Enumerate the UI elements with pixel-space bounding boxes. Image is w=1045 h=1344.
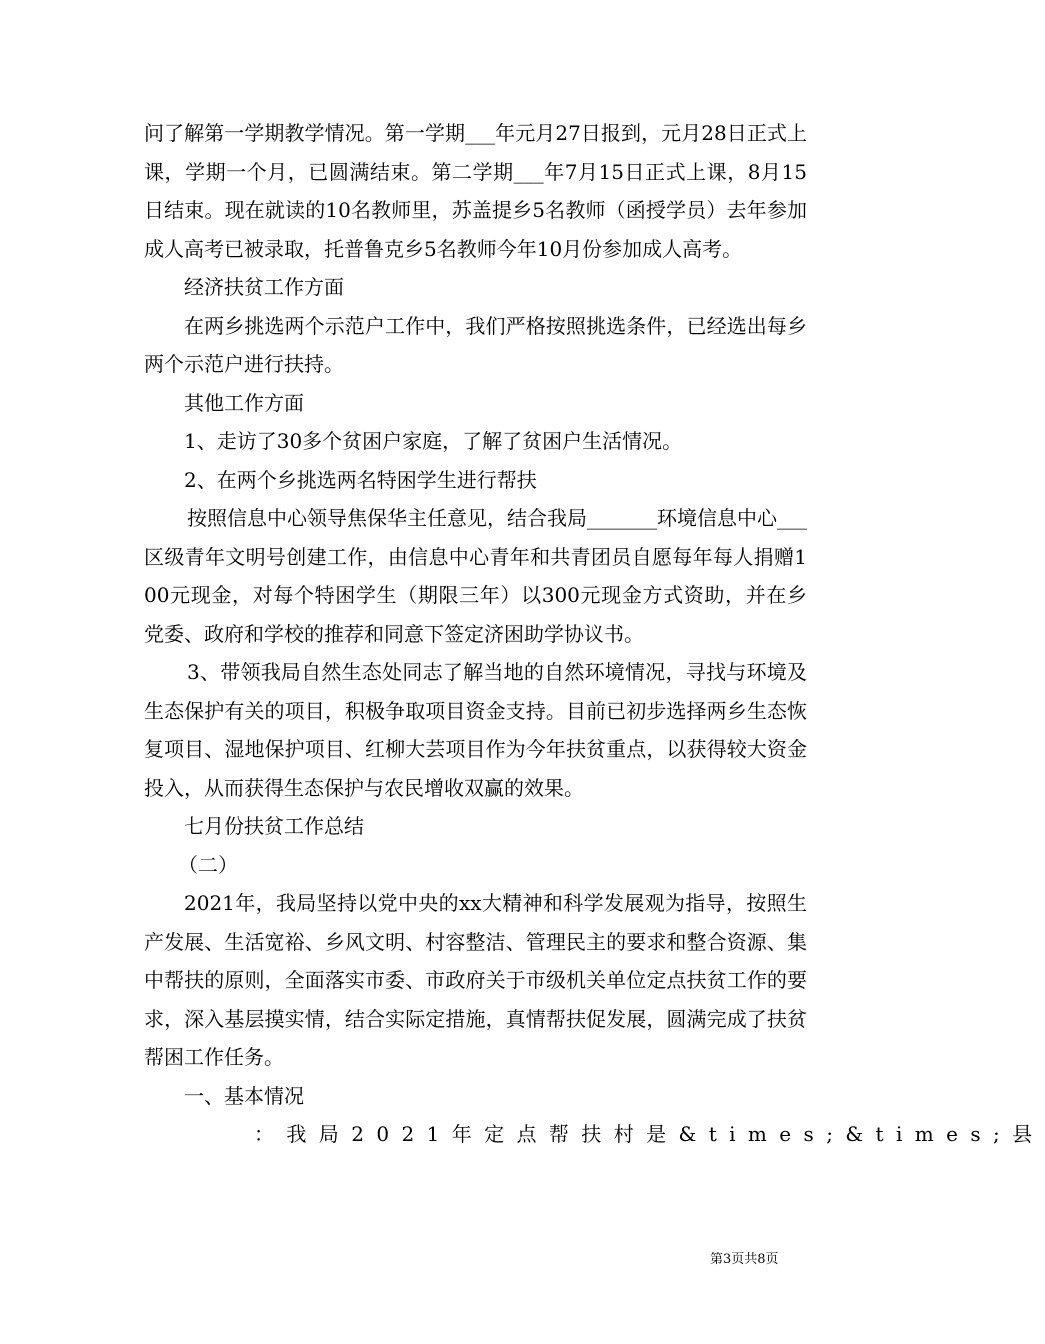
list-item-ecology: 3、带领我局自然生态处同志了解当地的自然环境情况，寻找与环境及生态保护有关的项目，积极争取项目资金支持。目前已初步选择两乡生态恢复项目、湿地保护项目、红柳大芸项目作为今年扶贫重点，以获得较大资金投入，从而获得生态保护与农民增收双赢的效果。	[144, 660, 807, 800]
page-number-footer: 第3页共8页	[710, 1252, 779, 1267]
list-item-student-aid: 2、在两个乡挑选两名特困学生进行帮扶	[184, 467, 537, 492]
paragraph-demo-households: 在两乡挑选两个示范户工作中，我们严格按照挑选条件，已经选出每乡两个示范户进行扶持。	[144, 313, 807, 376]
document-body	[144, 114, 1045, 1154]
paragraph-assigned-village: ：我局2021年定点帮扶村是&times;&times;县	[254, 1122, 1045, 1146]
heading-july-summary: 七月份扶贫工作总结	[184, 814, 364, 838]
heading-other-work: 其他工作方面	[184, 390, 304, 415]
heading-economic-aid: 经济扶贫工作方面	[184, 275, 344, 299]
list-item-visits: 1、走访了30多个贫困户家庭，了解了贫困户生活情况。	[184, 429, 683, 453]
heading-basic-situation: 一、基本情况	[184, 1083, 304, 1108]
section-number: （二）	[178, 852, 238, 877]
paragraph-donation: 按照信息中心领导焦保华主任意见，结合我局_______环境信息中心___区级青年文明号创建工作，由信息中心青年和共青团员自愿每年每人捐赠100元现金，对每个特困学生（期限三年）以300元现金方式资助，并在乡党委、政府和学校的推荐和同意下签定济困助学协议书。	[144, 506, 807, 646]
paragraph-teaching-status: 问了解第一学期教学情况。第一学期___年元月27日报到，元月28日正式上课，学期一个月，已圆满结束。第二学期___年7月15日正式上课，8月15日结束。现在就读的10名教师里，苏盖提乡5名教师（函授学员）去年参加成人高考已被录取，托普鲁克乡5名教师今年10月份参加成人高考。	[144, 121, 807, 261]
paragraph-2021-overview: 2021年，我局坚持以党中央的xx大精神和科学发展观为指导，按照生产发展、生活宽裕、乡风文明、村容整洁、管理民主的要求和整合资源、集中帮扶的原则，全面落实市委、市政府关于市级机关单位定点扶贫工作的要求，深入基层摸实情，结合实际定措施，真情帮扶促发展，圆满完成了扶贫帮困工作任务。	[144, 891, 807, 1069]
